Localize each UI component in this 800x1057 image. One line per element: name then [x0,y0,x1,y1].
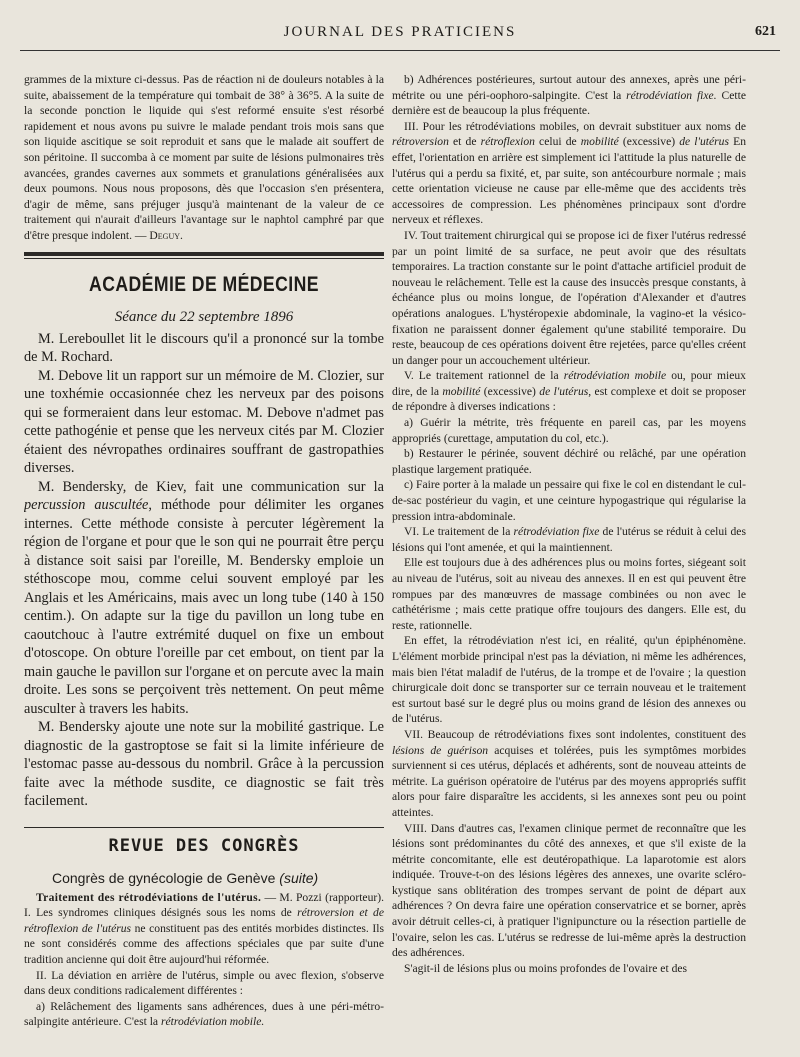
text-run: acquises et tolérées, puis les symptômes morbides surviennent si ces utérus, déplacés et adhérents, sont de nouveau atteints de métrite. La guérison opératoire de l'utérus par des moyens appropriés suffit alors pour faire disparaître les accidents, si les annexes sont peu ou point atteintes. [392,743,746,819]
article-paragraph [24,478,384,719]
congress-paragraph: S'agit-il de lésions plus ou moins profondes de l'ovaire et des [404,961,688,975]
emphasis-text: mobilité [442,384,481,398]
right-column [392,72,746,1047]
emphasis-text: rétrodéviation mobile. [160,1015,265,1029]
text-run: M. Bendersky, de Kiev, fait une communication sur la [38,478,384,495]
emphasis-text: rétroflexion [480,135,535,149]
text-run: b) Adhérences postérieures, surtout autour des annexes, après une péri-métrite ou une péri-oophoro-salpingite. C'est la [392,73,746,102]
revue-heading: REVUE DES CONGRÈS [108,835,300,856]
congress-paragraph: IV. Tout traitement chirurgical qui se propose ici de fixer l'utérus redressé par un point limité de sa surface, ne peut avoir que des résultats temporaires. La traction constante sur le point d'attache artificiel produit de nouveau le relâchement. Telle est la cause des insuccès presque constants, à échéance plus ou moins longue, de l'opération d'Alexander et d'autres opérations analogues. L'hystéropexie abdominale, la vagino-et la vésico-fixation ne paraissent donner également qu'une stabilité temporaire. Du reste, beaucoup de ces opérations doivent être rejetées, parce qu'elles créent un danger pour un accouchement ultérieur. [392,228,746,367]
congress-paragraph [392,727,746,821]
text-run: a) Relâchement des ligaments sans adhérences, dues à une péri-métro-salpingite antérieure. C'est la [24,999,384,1029]
text-run: celui de [534,135,581,149]
divider-thin-line [24,258,384,259]
divider-thick-line [24,252,384,256]
text-run: III. Pour les rétrodéviations mobiles, on devrait substituer aux noms de [404,119,746,133]
revue-divider [24,827,384,828]
emphasis-text: rétroversion et de rétroflexion de l'utérus [24,906,384,935]
emphasis-text: percussion auscultée [24,497,149,514]
text-run: En effet, l'orientation en arrière est simplement ici l'attitude la plus naturelle de l'utérus qui a perdu sa fixité, et, par suite, son antécourbure normale ; mais cette orientation vicieuse ne cause par elle-même que des accidents très accessoires de compression. Les phénomènes principaux sont d'ordre nerveux et réflexes. [392,135,746,227]
text-run: ou, pour mieux dire, de la [392,369,746,398]
congress-paragraph [392,119,746,228]
session-date: Séance du 22 septembre 1896 [114,308,294,325]
article-paragraph: M. Lereboullet lit le discours qu'il a prononcé sur la tombe de M. Rochard. [24,330,384,366]
emphasis-text: rétrodéviation fixe [513,525,600,539]
text-run: V. Le traitement rationnel de la [404,369,564,383]
emphasis-text: rétroversion [392,135,449,149]
text-run: VII. Beaucoup de rétrodéviations fixes sont indolentes, constituent des [404,727,746,741]
emphasis-text: rétrodéviation mobile [563,369,667,383]
congress-name: Congrès de gynécologie de Genève [52,869,276,886]
text-run: (excessive) [618,135,680,149]
congress-paragraph: Elle est toujours due à des adhérences plus ou moins fortes, siégeant soit au niveau de l'utérus, soit au niveau des annexes. Il en est qui peuvent être rompues par des manœuvres de massage combinées ou non avec le cathétérisme ; mais cette pratique offre toujours des dangers. Elle est, du reste, rationnelle. [392,556,746,632]
congress-paragraph: a) Guérir la métrite, très fréquente en pareil cas, par les moyens appropriés (curettage, amputation du col, etc.). [392,416,746,445]
emphasis-text: de l'utérus [679,135,729,149]
congress-paragraph [392,524,746,555]
journal-title: JOURNAL DES PRATICIENS [283,24,517,40]
congress-paragraph [24,890,384,968]
text-run: — M. Pozzi (rapporteur). I. Les syndromes cliniques désignés sous les noms de [24,890,384,920]
article-paragraph: M. Bendersky ajoute une note sur la mobilité gastrique. Le diagnostic de la gastroptose se fait si la limite inférieure de l'estomac passe au-dessous du nombril. Grâce à la percussion faite avec la méthode susdite, ce diagnostic se fait très facilement. [24,719,384,810]
congress-paragraph: En effet, la rétrodéviation n'est ici, en réalité, qu'un épiphénomène. L'élément morbide principal n'est pas la déviation, ni même les adhérences, mais bien l'état maladif de l'utérus, de la trompe et de l'ovaire ; la question chirurgicale doit donc se transporter sur ce terrain nouveau et le traitement est surtout basé sur le degré plus ou moins grand de lésion des annexes ou de l'utérus. [392,634,746,726]
congress-suite: (suite) [279,869,319,886]
emphasis-text: lésions de guérison [392,743,489,757]
intro-signature: Deguy. [149,228,183,242]
intro-paragraph [24,72,384,244]
congress-paragraph [392,72,746,119]
text-run: (excessive) [480,384,540,398]
text-run: , méthode pour délimiter les organes internes. Cette méthode consiste à percuter légèrement la région de l'organe et pour que le son qui ne pourrait être perçu à distance soit saisi par l'oreille, M. Bendersky emploie un stéthoscope mou, comme celui souvent employé par les Anglais et les Américains, mais avec un long tube (140 à 150 centim.). On adapte sur la tige du pavillon un long tube en caoutchouc à l'autre extrémité duquel on fixe un embout d'otoscope. On obture l'oreille par cet embout, on tient par la main gauche le pavillon sur l'organe et on percute avec la main droite. Les sons se perçoivent très nettement. On peut même ausculter à travers les habits. [24,497,384,717]
academie-heading: ACADÉMIE DE MÉDECINE [89,272,319,296]
congress-paragraph: c) Faire porter à la malade un pessaire qui fixe le col en distendant le cul-de-sac postérieur du vagin, et une ceinture hypogastrique qui régularise la pression intra-abdominale. [392,478,746,523]
congress-subtitle: Traitement des rétrodéviations de l'utérus. [36,890,262,904]
text-run: VI. Le traitement de la [404,525,514,539]
page-number: 621 [755,24,776,39]
text-run: et de [448,135,481,149]
section-divider [24,252,384,259]
page-header [20,24,780,51]
article-paragraph: M. Debove lit un rapport sur un mémoire de M. Clozier, sur une toxhémie occasionnée chez les nerveux par des poisons qui se formeraient dans leur estomac. M. Debove n'admet pas cette pathogénie et pense que les nerveux cités par M. Clozier étaient des névropathes ordinaires souffrant de gastropathies diverses. [24,367,384,477]
congress-paragraph: b) Restaurer le périnée, souvent déchiré ou relâché, par une opération plastique largement pratiquée. [392,447,746,476]
emphasis-text: mobilité [580,135,619,149]
congress-heading [52,870,384,886]
congress-paragraph: II. La déviation en arrière de l'utérus, simple ou avec flexion, s'observe dans deux conditions radicalement différentes : [24,968,384,998]
congress-paragraph [24,999,384,1030]
text-run: ne constituent pas des entités morbides distinctes. Ils ne sont considérés comme des affections spéciales que par suite d'une tradition ancienne qui doit être aujourd'hui réformée. [24,921,384,966]
congress-paragraph [392,368,746,415]
emphasis-text: de l'utérus [539,384,589,398]
text-run: , est complexe et doit se proposer de répondre à diverses indications : [392,384,746,414]
text-run: Cette dernière est de beaucoup la plus fréquente. [392,88,746,118]
intro-text: grammes de la mixture ci-dessus. Pas de réaction ni de douleurs notables à la suite, abaissement de la température qui tombait de 38° à 36°5. A la suite de la seconde ponction le liquide qui s'est reformé ensuite s'est résorbé rapidement et nous avons pu suivre le malade pendant trois mois sans que son liquide ascitique se soit reproduit et sans que le malade ait souffert de son péritoine. Il succomba à ce moment par suite de lésions pulmonaires très avancées, grandes cavernes aux sommets et granulations généralisées aux deux poumons. Nous nous proposons, dès que l'occasion s'en présentera, d'agir de même, sans préjuger jusqu'à maintenant de la valeur de ce traitement qui n'aurait d'ailleurs l'avantage sur le naphtol camphré par que d'être presque indolent. — [24,73,384,242]
congress-paragraph: VIII. Dans d'autres cas, l'examen clinique permet de reconnaître que les lésions sont prédominantes du côté des annexes, et que s'il existe de la métrite concomitante, elle est deutéropathique. La laparotomie est alors indiquée. Trouve-t-on des lésions légères des annexes, une ovarite scléro-kystique sans oblitération des trompes servant de point de départ aux adhérences ? On devra faire une opération conservatrice et se borner, après avoir détruit celles-ci, à pratiquer l'ignipuncture ou la résection partielle de l'ovaire, selon les cas. L'utérus se redresse de lui-même après la destruction des adhérences. [392,821,746,960]
text-run: de l'utérus se réduit à celui des lésions qui l'ont amenée, et qui la maintiennent. [392,525,746,554]
emphasis-text: rétrodéviation fixe. [626,88,717,102]
left-column [24,72,384,1047]
